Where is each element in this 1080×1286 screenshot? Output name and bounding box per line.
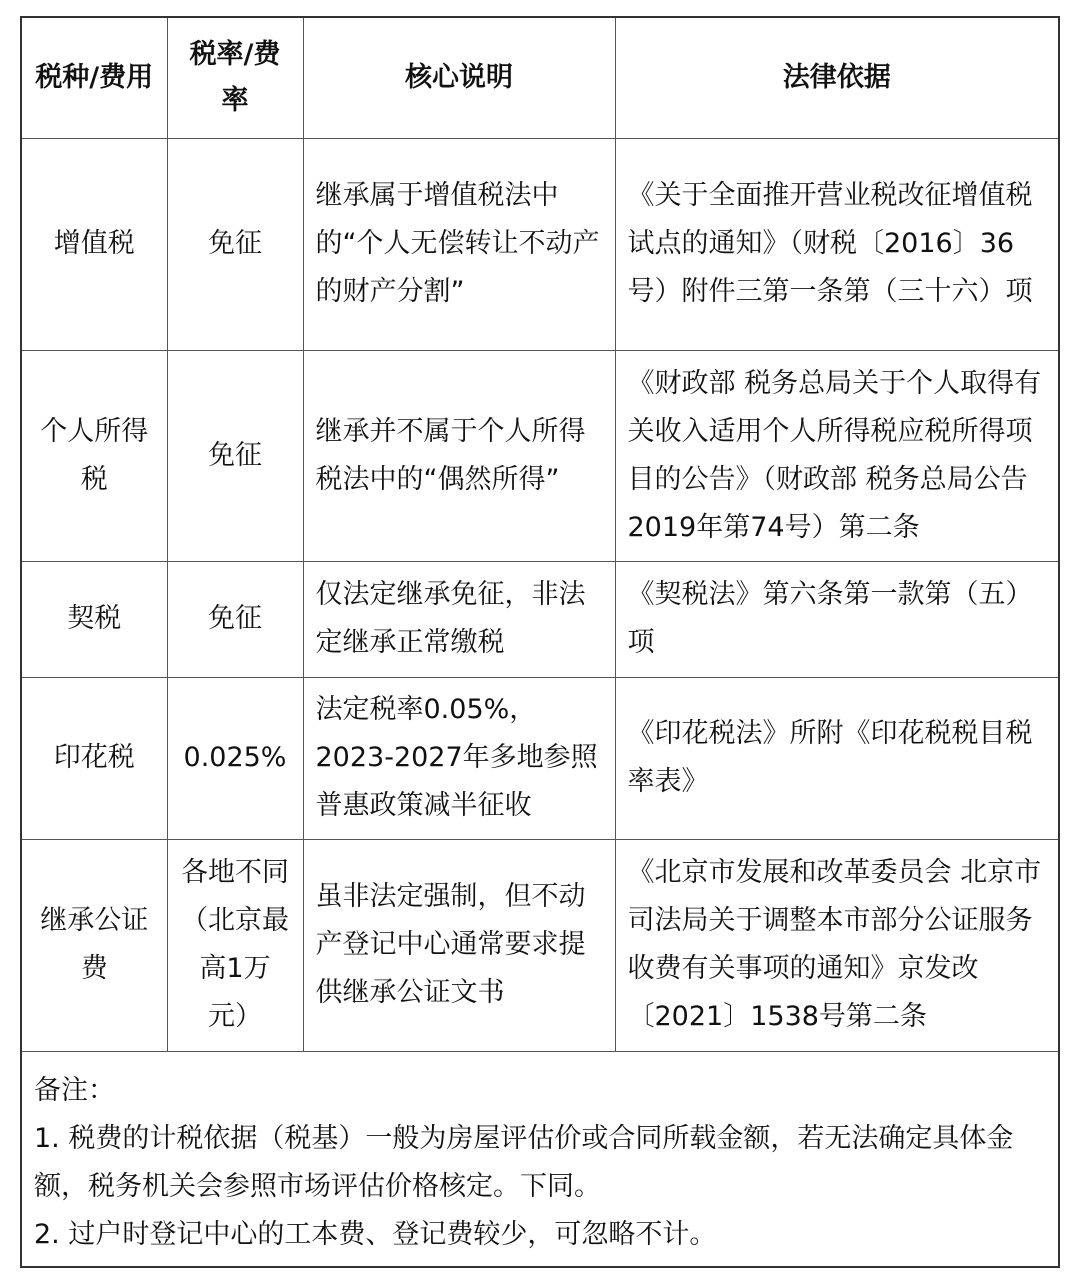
tax-type-cell: 印花税 [22,677,167,839]
table-row [22,561,1058,677]
tax-type-cell: 增值税 [22,138,167,350]
note-cell: 仅法定继承免征，非法定继承正常缴税 [303,561,615,677]
rate-cell: 免征 [167,561,303,677]
basis-cell: 《印花税法》所附《印花税税目税率表》 [615,677,1058,839]
tax-type-cell: 个人所得税 [22,350,167,561]
header-tax-type: 税种/费用 [22,18,167,138]
note-cell: 继承并不属于个人所得税法中的“偶然所得” [303,350,615,561]
table-row [22,839,1058,1051]
rate-cell: 免征 [167,350,303,561]
tax-table-frame [20,16,1060,1268]
table-header-row [22,18,1058,138]
tax-type-cell: 契税 [22,561,167,677]
rate-cell: 免征 [167,138,303,350]
rate-cell: 0.025% [167,677,303,839]
header-legal-basis: 法律依据 [615,18,1058,138]
note-cell: 继承属于增值税法中的“个人无偿转让不动产的财产分割” [303,138,615,350]
header-rate: 税率/费率 [167,18,303,138]
remarks-section [22,1051,1058,1259]
basis-cell: 《契税法》第六条第一款第（五）项 [615,561,1058,677]
basis-cell: 《北京市发展和改革委员会 北京市司法局关于调整本市部分公证服务收费有关事项的通知》京发改〔2021〕1538号第二条 [615,839,1058,1051]
tax-fee-table [22,18,1058,1052]
remarks-title: 备注： [34,1075,115,1106]
remark-item: 1. 税费的计税依据（税基）一般为房屋评估价或合同所载金额，若无法确定具体金额，税务机关会参照市场评估价格核定。下同。 [34,1123,1014,1202]
tax-type-cell: 继承公证费 [22,839,167,1051]
basis-cell: 《财政部 税务总局关于个人取得有关收入适用个人所得税应税所得项目的公告》（财政部 税务总局公告2019年第74号）第二条 [615,350,1058,561]
rate-cell: 各地不同（北京最高1万元） [167,839,303,1051]
table-row [22,138,1058,350]
table-row [22,350,1058,561]
note-cell: 法定税率0.05%，2023-2027年多地参照普惠政策减半征收 [303,677,615,839]
basis-cell: 《关于全面推开营业税改征增值税试点的通知》（财税〔2016〕36号）附件三第一条第（三十六）项 [615,138,1058,350]
header-core-note: 核心说明 [303,18,615,138]
table-row [22,677,1058,839]
remark-item: 2. 过户时登记中心的工本费、登记费较少，可忽略不计。 [34,1219,717,1250]
note-cell: 虽非法定强制，但不动产登记中心通常要求提供继承公证文书 [303,839,615,1051]
